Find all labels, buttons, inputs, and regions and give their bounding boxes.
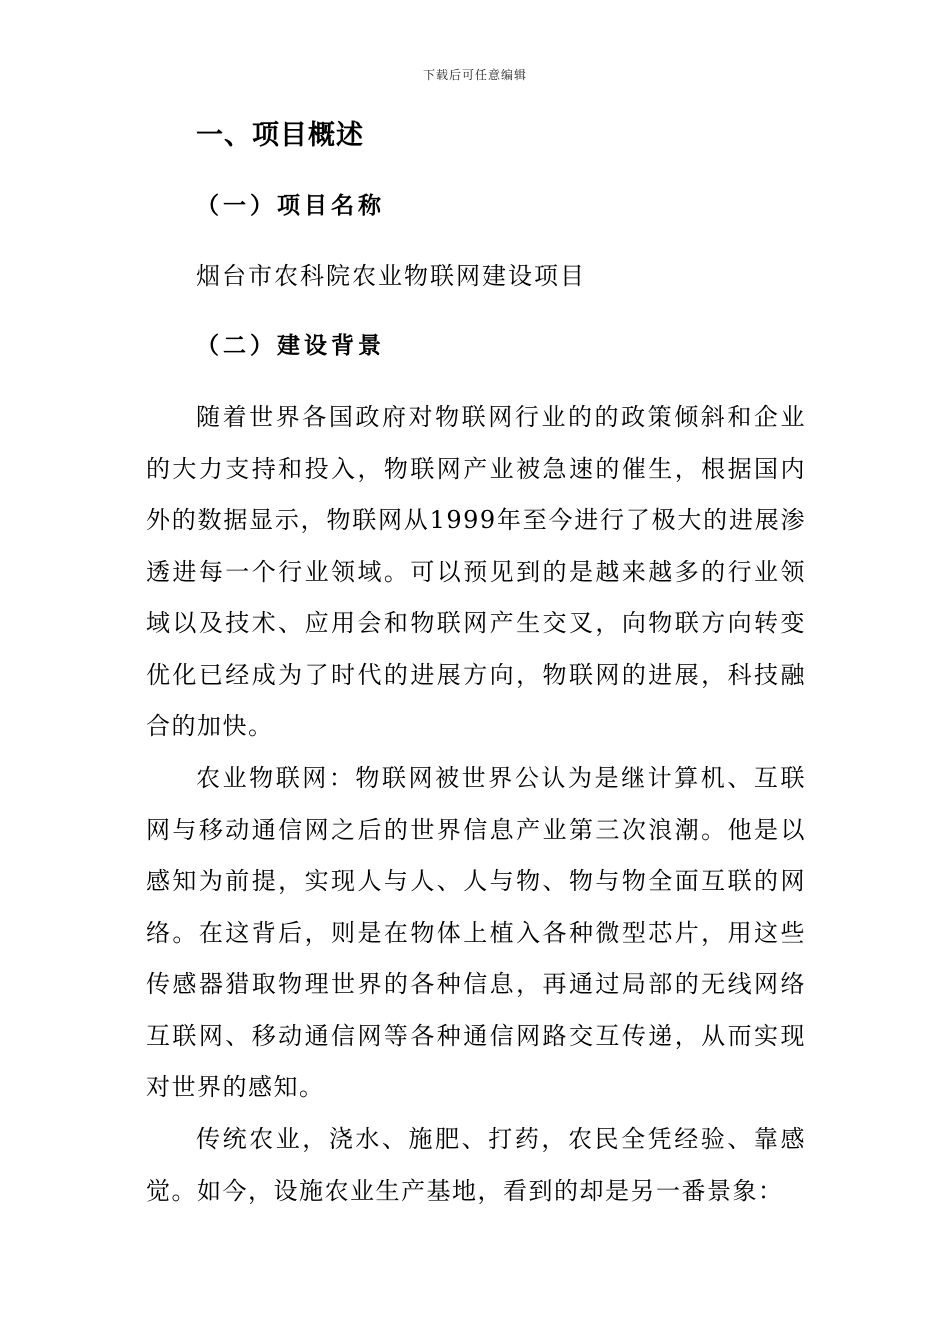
subsection-title-background: （二）建设背景 <box>196 333 385 359</box>
paragraph-iot-industry: 随着世界各国政府对物联网行业的的政策倾斜和企业的大力支持和投入，物联网产业被急速的催生，根据国内外的数据显示，物联网从1999年至今进行了极大的进展渗透进每一个行业领域。可以预见到的是越来越多的行业领域以及技术、应用会和物联网产生交叉，向物联方向转变优化已经成为了时代的进展方向，物联网的进展，科技融合的加快。 <box>146 403 806 740</box>
page-header-note: 下载后可任意编辑 <box>422 68 527 82</box>
paragraph-agri-iot: 农业物联网：物联网被世界公认为是继计算机、互联网与移动通信网之后的世界信息产业第三次浪潮。他是以感知为前提，实现人与人、人与物、物与物全面互联的网络。在这背后，则是在物体上植入各种微型芯片，用这些传感器猎取物理世界的各种信息，再通过局部的无线网络互联网、移动通信网等各种通信网路交互传递，从而实现对世界的感知。 <box>146 764 806 1101</box>
section-title: 一、项目概述 <box>196 120 364 151</box>
subsection-title-project-name: （一）项目名称 <box>196 193 385 219</box>
paragraph-traditional-agri: 传统农业，浇水、施肥、打药，农民全凭经验、靠感觉。如今，设施农业生产基地，看到的却是另一番景象： <box>146 1125 806 1205</box>
project-name-text: 烟台市农科院农业物联网建设项目 <box>196 262 586 290</box>
